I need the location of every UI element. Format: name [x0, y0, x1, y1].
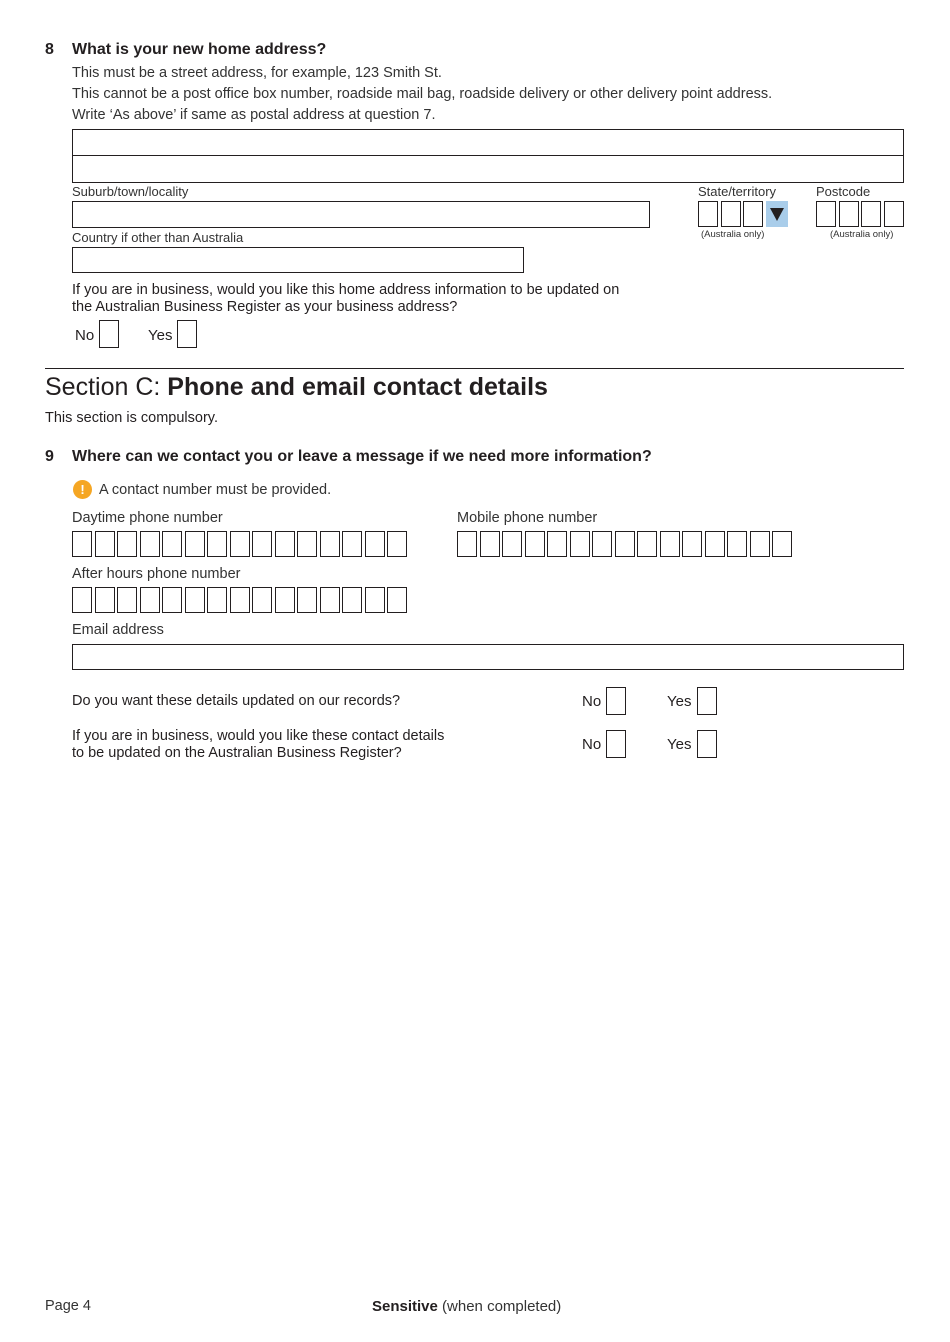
q8-abr-question — [72, 282, 619, 316]
after-hours-digit-box[interactable] — [252, 587, 272, 613]
q8-note-1: This must be a street address, for example, 123 Smith St. — [72, 65, 442, 81]
after-hours-digit-box[interactable] — [185, 587, 205, 613]
q9-abr-question — [72, 728, 444, 762]
update-no-checkbox[interactable] — [606, 687, 626, 715]
state-australia-only-note: (Australia only) — [701, 229, 765, 240]
daytime-digit-box[interactable] — [117, 531, 137, 557]
mobile-digit-box[interactable] — [660, 531, 680, 557]
daytime-digit-box[interactable] — [140, 531, 160, 557]
abr-no-label: No — [582, 736, 602, 753]
q9-abr-question-line-2: to be updated on the Australian Business Register? — [72, 745, 402, 761]
sensitivity-footer — [372, 1298, 561, 1315]
page-number: Page 4 — [45, 1298, 91, 1314]
q9-abr-question-line-1: If you are in business, would you like these contact details — [72, 728, 445, 744]
abr-yes-checkbox[interactable] — [697, 730, 717, 758]
mobile-digit-box[interactable] — [637, 531, 657, 557]
state-input[interactable] — [698, 201, 763, 227]
suburb-label: Suburb/town/locality — [72, 184, 189, 199]
mobile-digit-box[interactable] — [682, 531, 702, 557]
state-dropdown-button[interactable] — [766, 201, 788, 227]
state-box[interactable] — [721, 201, 741, 227]
after-hours-digit-box[interactable] — [230, 587, 250, 613]
daytime-digit-box[interactable] — [207, 531, 227, 557]
after-hours-digit-box[interactable] — [117, 587, 137, 613]
daytime-digit-box[interactable] — [230, 531, 250, 557]
update-yes-checkbox[interactable] — [697, 687, 717, 715]
section-c-compulsory: This section is compulsory. — [45, 410, 218, 426]
dropdown-arrow-icon — [766, 201, 788, 227]
daytime-digit-box[interactable] — [320, 531, 340, 557]
mobile-digit-box[interactable] — [480, 531, 500, 557]
suburb-input[interactable] — [72, 201, 650, 228]
state-box[interactable] — [698, 201, 718, 227]
contact-warning-text: A contact number must be provided. — [99, 482, 332, 498]
daytime-digit-box[interactable] — [72, 531, 92, 557]
after-hours-digit-box[interactable] — [320, 587, 340, 613]
question-number-9: 9 — [45, 448, 54, 465]
daytime-digit-box[interactable] — [297, 531, 317, 557]
mobile-digit-box[interactable] — [570, 531, 590, 557]
daytime-digit-box[interactable] — [162, 531, 182, 557]
postcode-box[interactable] — [884, 201, 904, 227]
warning-icon: ! — [73, 480, 92, 499]
mobile-digit-box[interactable] — [705, 531, 725, 557]
q8-yes-checkbox[interactable] — [177, 320, 197, 348]
email-label: Email address — [72, 622, 164, 638]
after-hours-digit-box[interactable] — [207, 587, 227, 613]
mobile-digit-box[interactable] — [750, 531, 770, 557]
after-hours-digit-box[interactable] — [342, 587, 362, 613]
mobile-digit-box[interactable] — [502, 531, 522, 557]
question-8-text: What is your new home address? — [72, 41, 327, 58]
mobile-digit-box[interactable] — [547, 531, 567, 557]
country-label: Country if other than Australia — [72, 230, 244, 245]
mobile-phone-label: Mobile phone number — [457, 510, 598, 526]
section-c-prefix: Section C: — [45, 373, 168, 401]
postcode-box[interactable] — [816, 201, 836, 227]
q8-note-3: Write ‘As above’ if same as postal address at question 7. — [72, 107, 436, 123]
state-label: State/territory — [698, 184, 777, 199]
after-hours-digit-box[interactable] — [72, 587, 92, 613]
q8-abr-question-line-2: the Australian Business Register as your business address? — [72, 299, 458, 315]
daytime-phone-label: Daytime phone number — [72, 510, 223, 526]
q8-no-label: No — [75, 327, 95, 344]
question-9-text: Where can we contact you or leave a message if we need more information? — [72, 448, 652, 465]
abr-yes-label: Yes — [667, 736, 692, 753]
after-hours-digit-box[interactable] — [297, 587, 317, 613]
when-completed-label: (when completed) — [437, 1298, 562, 1315]
mobile-digit-box[interactable] — [772, 531, 792, 557]
country-input[interactable] — [72, 247, 524, 273]
daytime-digit-box[interactable] — [252, 531, 272, 557]
section-divider — [45, 368, 904, 369]
daytime-digit-box[interactable] — [342, 531, 362, 557]
postcode-australia-only-note: (Australia only) — [830, 229, 894, 240]
after-hours-digit-box[interactable] — [387, 587, 407, 613]
after-hours-phone-input[interactable] — [72, 587, 407, 613]
state-box[interactable] — [743, 201, 763, 227]
mobile-digit-box[interactable] — [457, 531, 477, 557]
daytime-digit-box[interactable] — [95, 531, 115, 557]
update-no-label: No — [582, 693, 602, 710]
postcode-label: Postcode — [816, 184, 871, 199]
sensitive-label: Sensitive — [372, 1298, 438, 1315]
email-input[interactable] — [72, 644, 904, 670]
after-hours-digit-box[interactable] — [365, 587, 385, 613]
mobile-digit-box[interactable] — [615, 531, 635, 557]
mobile-digit-box[interactable] — [525, 531, 545, 557]
q8-yes-label: Yes — [148, 327, 173, 344]
daytime-digit-box[interactable] — [185, 531, 205, 557]
q8-abr-question-line-1: If you are in business, would you like this home address information to be updated on — [72, 282, 620, 298]
mobile-digit-box[interactable] — [592, 531, 612, 557]
daytime-digit-box[interactable] — [365, 531, 385, 557]
postcode-input[interactable] — [816, 201, 904, 227]
mobile-digit-box[interactable] — [727, 531, 747, 557]
q8-no-checkbox[interactable] — [99, 320, 119, 348]
after-hours-digit-box[interactable] — [162, 587, 182, 613]
section-c-heading — [45, 373, 548, 402]
update-records-question: Do you want these details updated on our records? — [72, 693, 401, 709]
postcode-box[interactable] — [839, 201, 859, 227]
abr-no-checkbox[interactable] — [606, 730, 626, 758]
after-hours-digit-box[interactable] — [140, 587, 160, 613]
daytime-digit-box[interactable] — [387, 531, 407, 557]
after-hours-digit-box[interactable] — [95, 587, 115, 613]
daytime-digit-box[interactable] — [275, 531, 295, 557]
daytime-phone-input[interactable] — [72, 531, 407, 557]
question-number-8: 8 — [45, 41, 54, 58]
street-address-line-1-input[interactable] — [72, 129, 904, 156]
after-hours-digit-box[interactable] — [275, 587, 295, 613]
mobile-phone-input[interactable] — [457, 531, 792, 557]
update-yes-label: Yes — [667, 693, 692, 710]
postcode-box[interactable] — [861, 201, 881, 227]
q8-note-2: This cannot be a post office box number, roadside mail bag, roadside delivery or other delivery point address. — [72, 86, 773, 102]
after-hours-phone-label: After hours phone number — [72, 566, 241, 582]
street-address-line-2-input[interactable] — [72, 156, 904, 183]
section-c-title: Phone and email contact details — [167, 373, 548, 401]
